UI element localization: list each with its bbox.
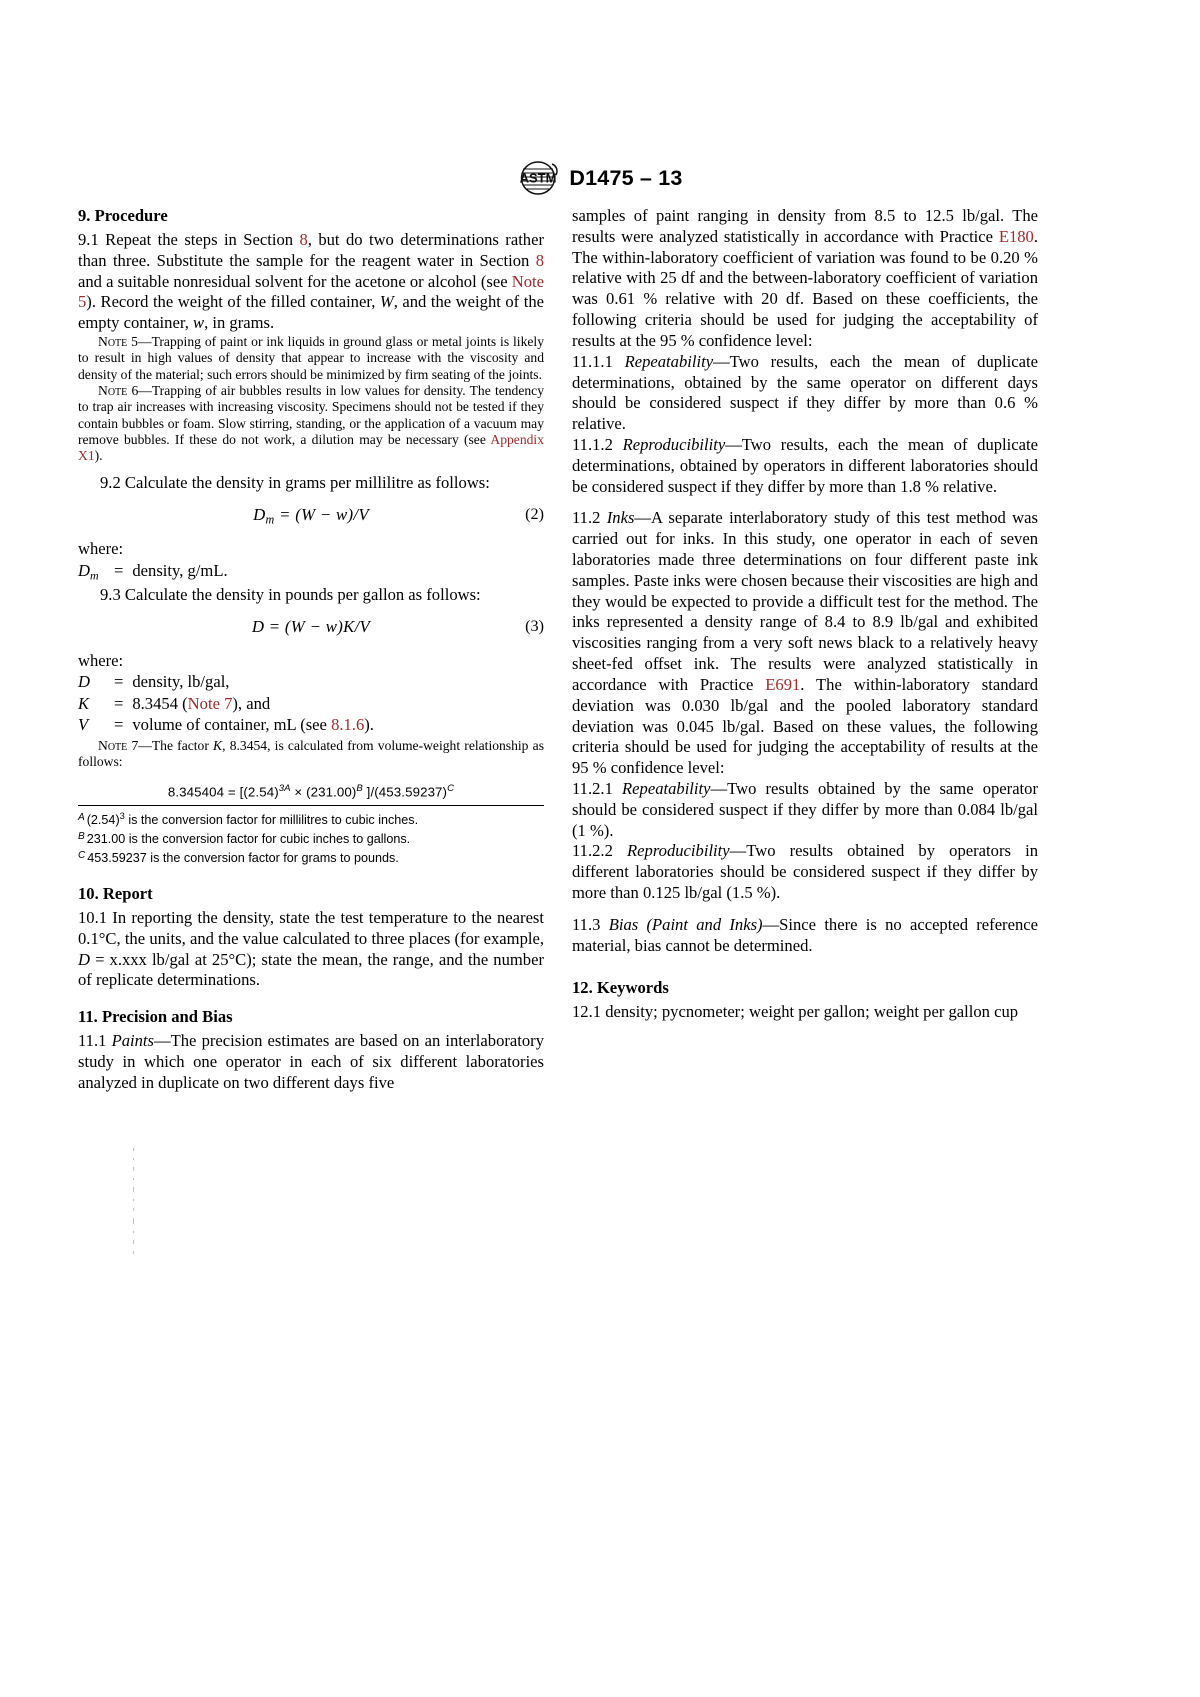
text-frag: ).	[94, 448, 103, 464]
definition-equals: =	[114, 715, 124, 735]
text-frag: —Two results obtained by the same operator should be considered suspect if they differ by more than 0.084 lb/gal (1 %).	[572, 778, 1038, 840]
text-frag: 8.3454 (	[132, 693, 188, 713]
ref-appendix-x1[interactable]: Appendix X1	[78, 431, 544, 464]
equation-2	[78, 505, 544, 527]
definition-symbol: D	[78, 672, 90, 692]
footnote-superscript: 3	[119, 810, 125, 821]
symbol-subscript: m	[89, 568, 99, 583]
note-5	[78, 334, 544, 383]
footnote-c	[78, 849, 544, 868]
term-repeatability-inks: Repeatability	[622, 778, 711, 798]
formula-superscript-b: B	[356, 783, 363, 795]
ref-note-5[interactable]: Note 5	[78, 271, 544, 312]
definition-row	[78, 714, 374, 736]
equation-2-number: (2)	[525, 505, 544, 524]
text-frag: 11.2.1	[572, 778, 623, 798]
footnote-marker: B	[78, 830, 85, 842]
definition-equals: =	[114, 560, 124, 580]
footnote-list	[78, 810, 544, 868]
formula-superscript-c: C	[447, 783, 455, 795]
text-frag: volume of container, mL (see	[132, 715, 332, 735]
paragraph-11-1	[78, 1031, 544, 1093]
text-frag: —Two results, each the mean of duplicate determinations, obtained by operators in different laboratories should be considered suspect if they differ by more than 1.8 % relative.	[572, 434, 1038, 496]
paragraph-9-2: 9.2 Calculate the density in grams per millilitre as follows:	[100, 473, 490, 493]
text-frag: samples of paint ranging in density from 8.5 to 12.5 lb/gal. The results were analyzed statistically in accordance with Practice	[572, 206, 1038, 246]
paragraph-9-3: 9.3 Calculate the density in pounds per gallon as follows:	[100, 584, 481, 604]
note-number: 5—	[127, 333, 152, 349]
note-number: 7—	[127, 737, 152, 753]
where-label-1: where:	[78, 539, 124, 559]
paragraph-12-1: 12.1 density; pycnometer; weight per gallon; weight per gallon cup	[572, 1002, 1019, 1022]
footnote-marker: A	[78, 811, 85, 823]
astm-logo-icon	[517, 160, 559, 196]
variable-W: W	[379, 292, 394, 312]
where-label-2: where:	[78, 650, 124, 670]
right-column	[572, 206, 1038, 1094]
definition-text	[132, 693, 374, 715]
footnote-text: 231.00 is the conversion factor for cubic inches to gallons.	[86, 832, 411, 847]
heading-section-9: 9. Procedure	[78, 206, 168, 225]
formula-tail: ]/(453.59237)	[362, 784, 448, 800]
ref-practice-e691[interactable]: E691	[765, 674, 801, 694]
heading-section-12: 12. Keywords	[572, 978, 669, 998]
definition-list-1	[78, 560, 228, 584]
ref-8-1-6[interactable]: 8.1.6	[331, 715, 365, 735]
term-repeatability: Repeatability	[624, 351, 714, 371]
ref-practice-e180[interactable]: E180	[998, 226, 1034, 246]
definition-symbol: K	[78, 693, 90, 713]
text-frag: , and the weight of the empty container,	[78, 292, 544, 333]
note-label: Note	[98, 333, 128, 349]
footnote-divider	[78, 805, 544, 806]
definition-row	[78, 671, 374, 693]
formula-lead: 8.345404 = [(2.54)	[167, 784, 279, 800]
text-frag: The factor	[151, 737, 214, 753]
symbol-text: D	[78, 560, 90, 580]
text-frag: . The within-laboratory coefficient of variation was found to be 0.20 % relative with 25 df and the between-laboratory coefficient of variation was 0.61 % relative with 20 df. Based on these coefficients, the following criteria should be used for judging the acceptability of results at the 95 % confidence level:	[572, 226, 1038, 350]
text-frag: and a suitable nonresidual solvent for the acetone or alcohol (see	[78, 271, 512, 291]
variable-w: w	[193, 313, 205, 333]
definition-list-2	[78, 671, 374, 736]
equation-3-row	[78, 617, 544, 639]
definition-equals: =	[114, 672, 124, 692]
footnote-text: (2.54)	[86, 813, 120, 828]
equation-3-number: (3)	[525, 616, 544, 635]
equation-lhs-subscript: m	[265, 512, 275, 527]
scan-artifact	[133, 1148, 138, 1276]
text-frag: —The precision estimates are based on an interlaboratory study in which one operator in each of six different laboratories analyzed in duplicate on two different days five	[78, 1031, 544, 1092]
definition-equals: =	[114, 693, 124, 713]
definition-symbol	[78, 560, 114, 584]
text-frag: 11.1.1	[572, 351, 625, 371]
definition-text: density, g/mL.	[132, 560, 228, 580]
text-frag: 11.1	[78, 1031, 112, 1051]
formula-k-factor	[78, 783, 544, 799]
text-frag: , in grams.	[204, 313, 275, 333]
ref-section-8b[interactable]: 8	[535, 250, 544, 270]
paragraph-11-2-2	[572, 841, 1038, 903]
term-paints: Paints	[111, 1031, 155, 1051]
formula-mid: × (231.00)	[290, 784, 357, 800]
formula-superscript-a: 3A	[278, 783, 291, 795]
variable-K: K	[213, 737, 223, 753]
footnote-b	[78, 830, 544, 849]
ref-section-8a[interactable]: 8	[299, 229, 308, 249]
heading-section-10: 10. Report	[78, 884, 153, 904]
term-bias: Bias (Paint and Inks)	[608, 914, 763, 934]
footnote-a	[78, 810, 544, 830]
text-frag: , but do two determinations rather than three. Substitute the sample for the reagent water in Section	[78, 229, 544, 270]
paragraph-11-3	[572, 915, 1038, 957]
note-text: Trapping of air bubbles results in low values for density. The tendency to trap air increases with increasing viscosity. Specimens should not be tested if they contain bubbles or foam. Slow stirring, standing, or the application of a vacuum may remove bubbles. If these do not work, a dilution may be necessary (see	[78, 382, 545, 447]
text-frag: 11.3	[572, 914, 609, 934]
term-inks: Inks	[606, 508, 635, 528]
text-frag: ), and	[232, 693, 271, 713]
paragraph-11-2-1	[572, 779, 1038, 841]
term-reproducibility: Reproducibility	[622, 434, 726, 454]
note-label: Note	[98, 737, 128, 753]
footnote-marker: C	[78, 849, 86, 861]
paragraph-11-1-continuation	[572, 206, 1038, 352]
text-frag: ).	[364, 715, 374, 735]
definition-row	[78, 560, 228, 584]
paragraph-9-1	[78, 230, 544, 334]
footnote-text: 453.59237 is the conversion factor for grams to pounds.	[87, 851, 399, 866]
text-frag: = x.xxx lb/gal at 25°C); state the mean, the range, and the number of replicate determinations.	[78, 949, 544, 990]
content-columns	[78, 206, 1125, 1094]
text-frag: 9.1 Repeat the steps in Section	[78, 229, 300, 249]
equation-lhs: D	[253, 505, 266, 525]
text-frag: . The within-laboratory standard deviation was 0.030 lb/gal and the pooled laboratory standard deviation was 0.045 lb/gal. Based on these values, the following criteria should be used for judging the acceptability of results at the 95 % confidence level:	[572, 674, 1038, 778]
equation-2-row	[78, 505, 544, 527]
text-frag: —A separate interlaboratory study of this test method was carried out for inks. In this study, one operator in each of seven laboratories made three determinations on four different paste ink samples. Paste inks were chosen because their viscosities are high and they would be expected to provide a difficult test for the method. The inks represented a density range of 8.4 to 8.9 lb/gal and exhibited viscosities ranging from a very soft news black to a relatively heavy sheet-fed offset ink. The results were analyzed statistically in accordance with Practice	[572, 508, 1038, 694]
text-frag: —Two results obtained by operators in different laboratories should be considered suspect if they differ by more than 0.125 lb/gal (1.5 %).	[572, 841, 1038, 902]
paragraph-11-1-1	[572, 352, 1038, 435]
text-frag: 11.2	[572, 508, 607, 528]
heading-section-11: 11. Precision and Bias	[78, 1007, 233, 1027]
variable-D: D	[78, 949, 90, 969]
page-header	[0, 160, 1200, 196]
note-text: Trapping of paint or ink liquids in ground glass or metal joints is likely to result in high values of density that appear to increase with the viscosity and density of the material; such errors should be minimized by firm seating of the joints.	[78, 333, 544, 382]
definition-row	[78, 693, 374, 715]
definition-text	[132, 714, 374, 736]
definition-symbol: V	[78, 715, 89, 735]
paragraph-11-2	[572, 508, 1038, 779]
definition-text: density, lb/gal,	[132, 672, 230, 692]
note-label: Note	[98, 382, 128, 398]
text-frag: 10.1 In reporting the density, state the test temperature to the nearest 0.1°C, the units, and the value calculated to three places (for example,	[78, 907, 544, 948]
svg-text:ASTM: ASTM	[519, 170, 557, 186]
footnote-text-cont: is the conversion factor for millilitres to cubic inches.	[124, 813, 419, 828]
text-frag: ). Record the weight of the filled container,	[86, 292, 380, 312]
equation-3: D = (W − w)K/V	[251, 616, 371, 636]
paragraph-10-1	[78, 908, 544, 991]
note-7	[78, 738, 544, 771]
note-6	[78, 383, 544, 465]
equation-rhs: = (W − w)/V	[274, 505, 369, 525]
text-frag: 11.2.2	[572, 841, 628, 861]
document-id: D1475 – 13	[569, 165, 683, 190]
text-frag: 11.1.2	[572, 434, 623, 454]
text-frag: , 8.3454, is calculated from volume-weight relationship as follows:	[78, 737, 544, 770]
text-frag: —Since there is no accepted reference material, bias cannot be determined.	[572, 914, 1038, 955]
left-column	[78, 206, 544, 1094]
paragraph-11-1-2	[572, 435, 1038, 497]
note-number: 6—	[127, 382, 152, 398]
text-frag: —Two results, each the mean of duplicate determinations, obtained by the same operator on different days should be considered suspect if they differ by more than 0.6 % relative.	[572, 351, 1038, 434]
term-reproducibility-inks: Reproducibility	[627, 841, 730, 861]
ref-note-7[interactable]: Note 7	[187, 693, 233, 713]
